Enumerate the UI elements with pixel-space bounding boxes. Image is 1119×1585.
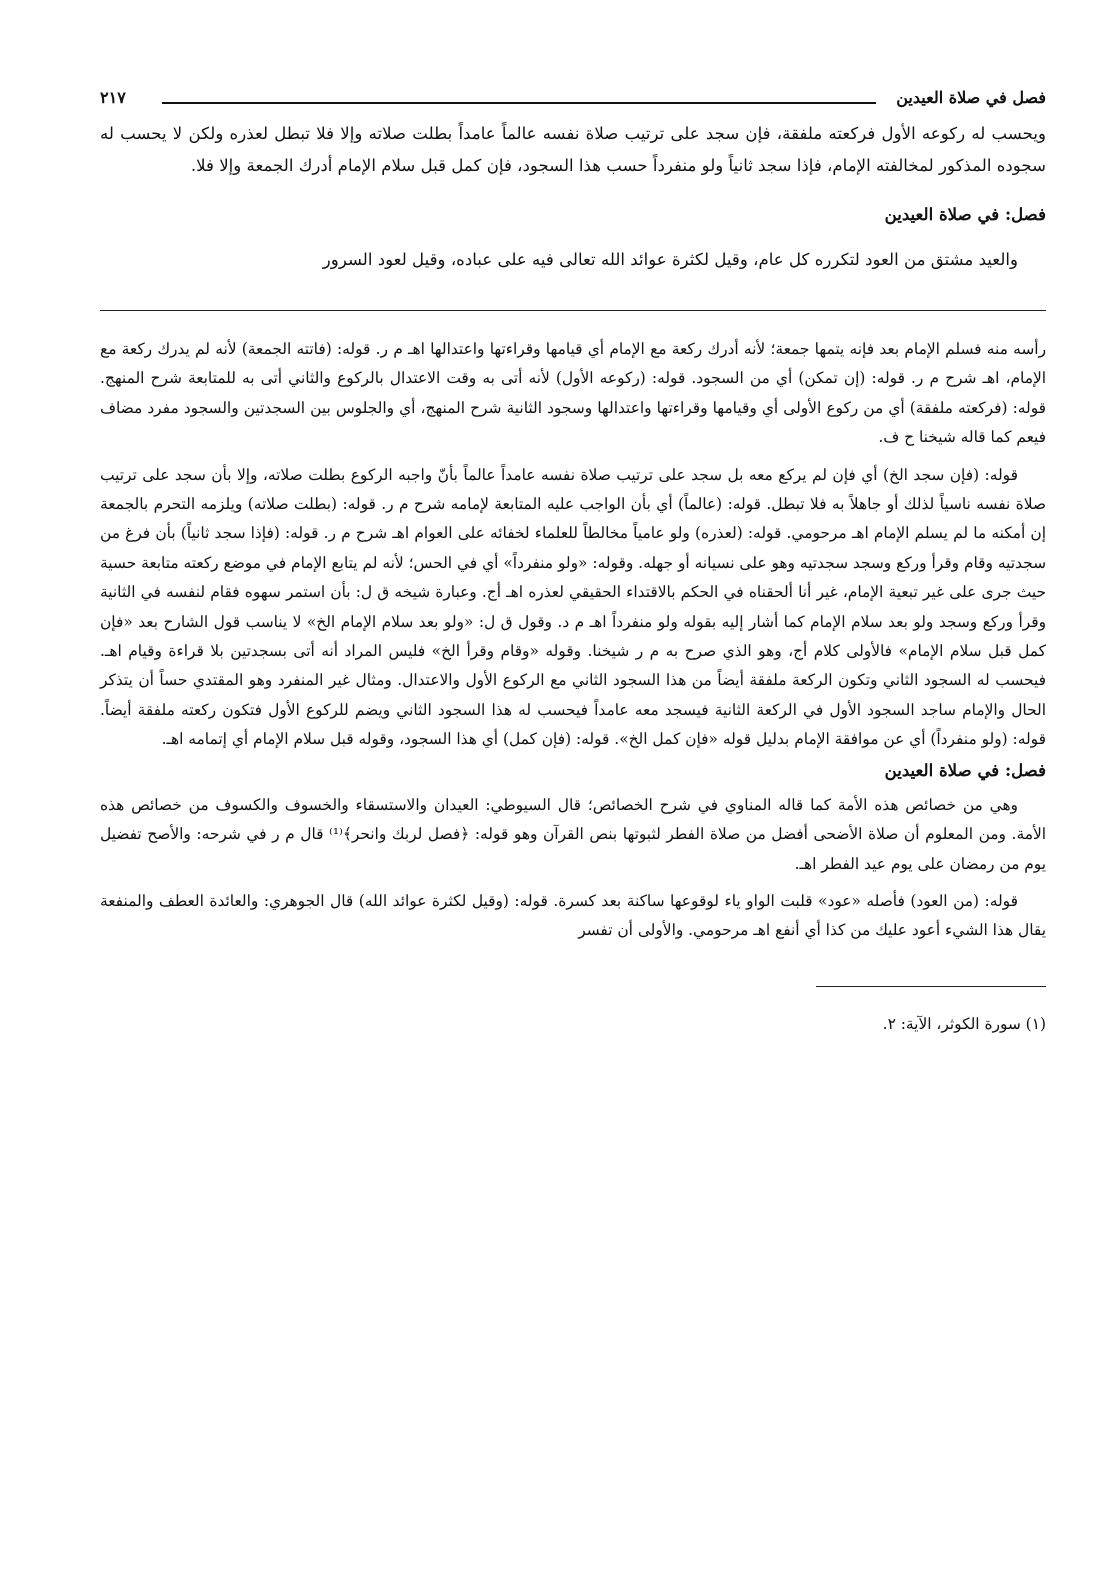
- header-rule: [162, 102, 876, 104]
- commentary-chapter-heading: فصل: في صلاة العيدين: [884, 759, 1046, 780]
- book-page: [100, 88, 1046, 1033]
- commentary-paragraph: قوله: (فإن سجد الخ) أي فإن لم يركع معه بل سجد على ترتيب صلاة نفسه عامداً عالماً بأنّ واجبه الركوع بطلت صلاته، وإلا بأن سجد على ترتيب صلاة نفسه ناسياً لذلك أو جاهلاً به فلا تبطل. قوله: (عالماً) أي بأن الواجب عليه المتابعة لإمامه شرح م ر. قوله: (بطلت صلاته) ويلزمه التحرم بالجمعة إن أمكنه ما لم يسلم الإمام اهـ مرحومي. قوله: (لعذره) ولو عامياً مخالطاً للعلماء لخفائه على العوام اهـ شرح م ر. قوله: (فإذا سجد ثانياً) بأن فرغ من سجدتيه وقام وقرأ وركع وسجد سجدتيه وهو على نسيانه أو جهله. وقوله: «ولو منفرداً» أي في الحس؛ لأنه لم يتابع الإمام في موضع ركعته متابعة حسية حيث جرى على غير تبعية الإمام، غير أنا ألحقناه في الحكم بالاقتداء الحقيقي لعذره اهـ أج. وعبارة شيخه ق ل: بأن استمر سهوه فقام لنفسه في الثانية وقرأ وركع وسجد ولو بعد سلام الإمام كما أشار إليه بقوله ولو منفرداً اهـ م د. وقول ق ل: «ولو بعد سلام الإمام الخ» لا يناسب قول الشارح بعد «فإن كمل قبل سلام الإمام» فالأولى كلام أج، وهو الذي صرح به م ر شيخنا. وقوله «وقام وقرأ الخ» فليس المراد أنه أتى بسجدتين بلا قراءة وقيام اهـ. فيحسب له السجود الثاني وتكون الركعة ملفقة أيضاً من هذا السجود الثاني مع الركوع الأول والاعتدال. ومثال غير المنفرد وهو المقتدي حساً أن يتذكر الحال والإمام ساجد السجود الأول في الركعة الثانية فيسجد معه عامداً فيحسب له هذا السجود الثاني ويضم للركوع الأول فتكون ركعته ملفقة أيضاً. قوله: (ولو منفرداً) أي عن موافقة الإمام بدليل قوله «فإن كمل الخ». قوله: (فإن كمل) أي هذا السجود، وقوله قبل سلام الإمام أي إتمامه اهـ.: [100, 465, 1046, 749]
- commentary: [100, 335, 1046, 946]
- header-title: فصل في صلاة العيدين: [896, 88, 1046, 107]
- main-text: [100, 118, 1046, 276]
- main-paragraph: ويحسب له ركوعه الأول فركعته ملفقة، فإن سجد على ترتيب صلاة نفسه عالماً عامداً بطلت صلاته وإلا فلا تبطل لعذره ولكن لا يحسب له سجوده المذكور لمخالفته الإمام، فإذا سجد ثانياً ولو منفرداً حسب هذا السجود، فإن كمل قبل سلام الإمام أدرك الجمعة وإلا فلا.: [100, 124, 1046, 175]
- footnote-separator: [816, 986, 1046, 987]
- commentary-paragraph: قوله: (من العود) فأصله «عود» قلبت الواو ياء لوقوعها ساكنة بعد كسرة. قوله: (وقيل لكثرة عوائد الله) قال الجوهري: والعائدة العطف والمنفعة يقال هذا الشيء أعود عليك من كذا أي أنفع اهـ مرحومي. والأولى أن تفسر: [100, 891, 1046, 940]
- text-commentary-separator: [100, 310, 1046, 311]
- page-number: ٢١٧: [100, 88, 126, 107]
- running-header: [100, 88, 1046, 114]
- chapter-heading: فصل: في صلاة العيدين: [884, 204, 1046, 224]
- commentary-paragraph: وهي من خصائص هذه الأمة كما قاله المناوي في شرح الخصائص؛ قال السيوطي: العيدان والاستسقاء والخسوف والكسوف من خصائص هذه الأمة. ومن المعلوم أن صلاة الأضحى أفضل من صلاة الفطر لثبوتها بنص القرآن وهو قوله: ﴿فصل لربك وانحر﴾⁽¹⁾ قال م ر في شرحه: والأصح تفضيل يوم من رمضان على يوم عيد الفطر اهـ.: [100, 795, 1046, 873]
- footnote: (١) سورة الكوثر، الآية: ٢.: [882, 1014, 1046, 1033]
- chapter-opening: والعيد مشتق من العود لتكرره كل عام، وقيل لكثرة عوائد الله تعالى فيه على عباده، وقيل لعود السرور: [322, 250, 1018, 269]
- commentary-paragraph: رأسه منه فسلم الإمام بعد فإنه يتمها جمعة؛ لأنه أدرك ركعة مع الإمام أي قيامها وقراءتها واعتدالها اهـ م ر. قوله: (فاتته الجمعة) لأنه لم يدرك ركعة مع الإمام، اهـ شرح م ر. قوله: (إن تمكن) أي من السجود. قوله: (ركوعه الأول) لأنه أتى به وقت الاعتدال بالركوع والثاني أتى به للمتابعة شرح المنهج. قوله: (فركعته ملفقة) أي من ركوع الأولى أي وقيامها وقراءتها واعتدالها وسجود الثانية شرح المنهج، أي والجلوس بين السجدتين والسجود مفرد مضاف فيعم كما قاله شيخنا ح ف.: [100, 340, 1046, 447]
